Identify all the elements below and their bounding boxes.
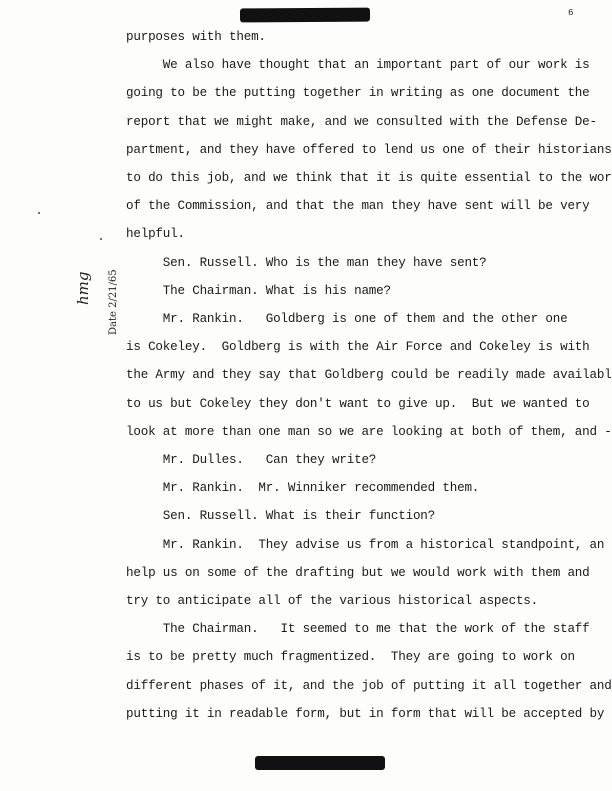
transcript-line: help us on some of the drafting but we would work with them and xyxy=(126,565,590,580)
transcript-line: different phases of it, and the job of putting it all together and xyxy=(126,678,612,693)
transcript-line: We also have thought that an important part of our work is xyxy=(126,58,590,73)
transcript-line: Sen. Russell. What is their function? xyxy=(126,509,436,524)
transcript-line: putting it in readable form, but in form that will be accepted by xyxy=(126,706,605,721)
transcript-line: Mr. Rankin. Mr. Winniker recommended them. xyxy=(126,481,480,496)
scan-speck xyxy=(100,238,102,240)
transcript-line: partment, and they have offered to lend us one of their historians xyxy=(126,142,612,157)
transcript-line: Sen. Russell. Who is the man they have sent? xyxy=(126,255,487,270)
transcript-line: purposes with them. xyxy=(126,30,266,44)
transcript-line: to do this job, and we think that it is quite essential to the wor xyxy=(126,171,612,185)
transcript-line: to us but Cokeley they don't want to give up. But we wanted to xyxy=(126,396,590,411)
transcript-line: report that we might make, and we consulted with the Defense De- xyxy=(126,114,597,129)
redaction-bar-top xyxy=(240,8,370,23)
transcript-line: the Army and they say that Goldberg could be readily made availabl xyxy=(126,368,612,383)
transcript-line: going to be the putting together in writing as one document the xyxy=(126,86,590,101)
transcript-line: The Chairman. It seemed to me that the work of the staff xyxy=(126,622,590,637)
transcript-line: Mr. Rankin. Goldberg is one of them and the other one xyxy=(126,312,568,326)
transcript-line: try to anticipate all of the various historical aspects. xyxy=(126,594,539,608)
transcript-line: look at more than one man so we are looking at both of them, and - xyxy=(126,424,612,439)
transcript-line: The Chairman. What is his name? xyxy=(126,283,391,298)
transcript-line: Mr. Rankin. They advise us from a historical standpoint, an xyxy=(126,537,605,552)
transcript-line: of the Commission, and that the man they have sent will be very xyxy=(126,199,590,214)
margin-initials: hmg xyxy=(74,271,92,305)
margin-date: Date 2/21/65 xyxy=(108,269,119,335)
transcript-line: Mr. Dulles. Can they write? xyxy=(126,453,377,467)
scan-speck xyxy=(38,212,40,214)
page-corner-mark: 6 xyxy=(568,8,574,18)
redaction-bar-bottom xyxy=(255,756,385,770)
transcript-line: is to be pretty much fragmentized. They are going to work on xyxy=(126,650,575,665)
transcript-line: helpful. xyxy=(126,227,185,242)
transcript-line: is Cokeley. Goldberg is with the Air Force and Cokeley is with xyxy=(126,340,590,355)
